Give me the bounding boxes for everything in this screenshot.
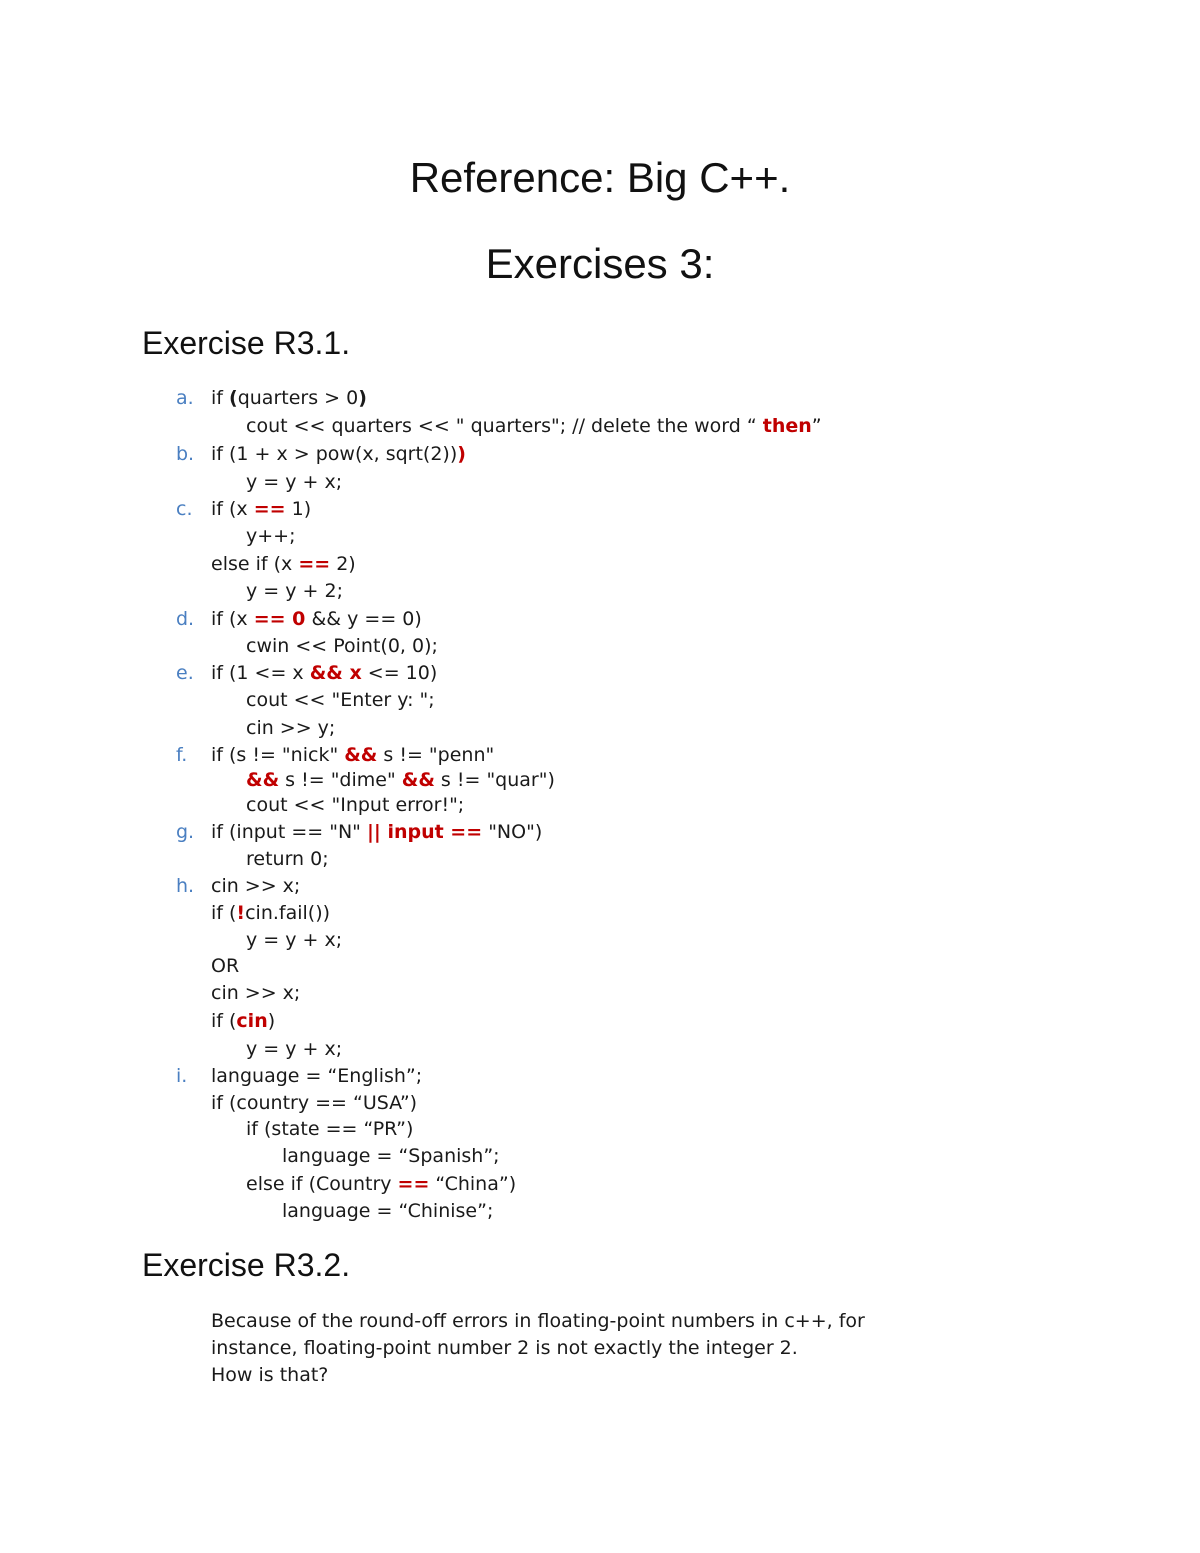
- code-line: y = y + x;: [246, 929, 343, 951]
- code-line: if (s != "nick" && s != "penn": [211, 744, 495, 766]
- code-line: language = “Spanish”;: [282, 1145, 500, 1167]
- code-line: y = y + x;: [246, 1038, 343, 1060]
- code-line: cin >> y;: [246, 717, 336, 739]
- code-line: y = y + x;: [246, 471, 343, 493]
- code-line: if (!cin.fail()): [211, 902, 331, 924]
- code-line: cwin << Point(0, 0);: [246, 635, 438, 657]
- code-line: OR: [211, 955, 240, 977]
- list-marker: a.: [176, 387, 194, 409]
- list-marker: h.: [176, 875, 195, 897]
- answer-paragraph-line: Because of the round-off errors in floating-point numbers in c++, for: [211, 1310, 865, 1332]
- code-line: if (quarters > 0): [211, 387, 367, 409]
- code-line: cout << "Enter y: ";: [246, 689, 435, 711]
- code-line: y++;: [246, 525, 296, 547]
- list-marker: b.: [176, 443, 195, 465]
- answer-paragraph-line: instance, floating-point number 2 is not exactly the integer 2.: [211, 1337, 798, 1359]
- list-marker: i.: [176, 1065, 188, 1087]
- code-line: && s != "dime" && s != "quar"): [246, 769, 555, 791]
- exercise-r3-1-heading: Exercise R3.1.: [142, 325, 351, 361]
- exercise-r3-2-heading: Exercise R3.2.: [142, 1247, 351, 1283]
- code-line: cout << quarters << " quarters"; // delete the word “ then”: [246, 415, 822, 437]
- code-line: return 0;: [246, 848, 329, 870]
- code-line: if (state == “PR”): [246, 1118, 414, 1140]
- answer-paragraph-line: How is that?: [211, 1364, 329, 1386]
- code-line: cout << "Input error!";: [246, 794, 465, 816]
- code-line: else if (x == 2): [211, 553, 356, 575]
- code-line: language = “English”;: [211, 1065, 423, 1087]
- list-marker: g.: [176, 821, 195, 843]
- code-line: if (input == "N" || input == "NO"): [211, 821, 543, 843]
- list-marker: f.: [176, 744, 188, 766]
- code-line: if (x == 0 && y == 0): [211, 608, 422, 630]
- code-line: if (1 + x > pow(x, sqrt(2))): [211, 443, 466, 465]
- code-line: if (country == “USA”): [211, 1092, 418, 1114]
- list-marker: c.: [176, 498, 193, 520]
- list-marker: d.: [176, 608, 195, 630]
- code-line: cin >> x;: [211, 982, 301, 1004]
- code-line: if (1 <= x && x <= 10): [211, 662, 438, 684]
- code-line: language = “Chinise”;: [282, 1200, 494, 1222]
- code-line: if (cin): [211, 1010, 276, 1032]
- code-line: else if (Country == “China”): [246, 1173, 517, 1195]
- list-marker: e.: [176, 662, 194, 684]
- reference-title: Reference: Big C++.: [409, 154, 791, 201]
- code-line: y = y + 2;: [246, 580, 343, 602]
- exercises-title: Exercises 3:: [485, 240, 715, 287]
- code-line: cin >> x;: [211, 875, 301, 897]
- code-line: if (x == 1): [211, 498, 312, 520]
